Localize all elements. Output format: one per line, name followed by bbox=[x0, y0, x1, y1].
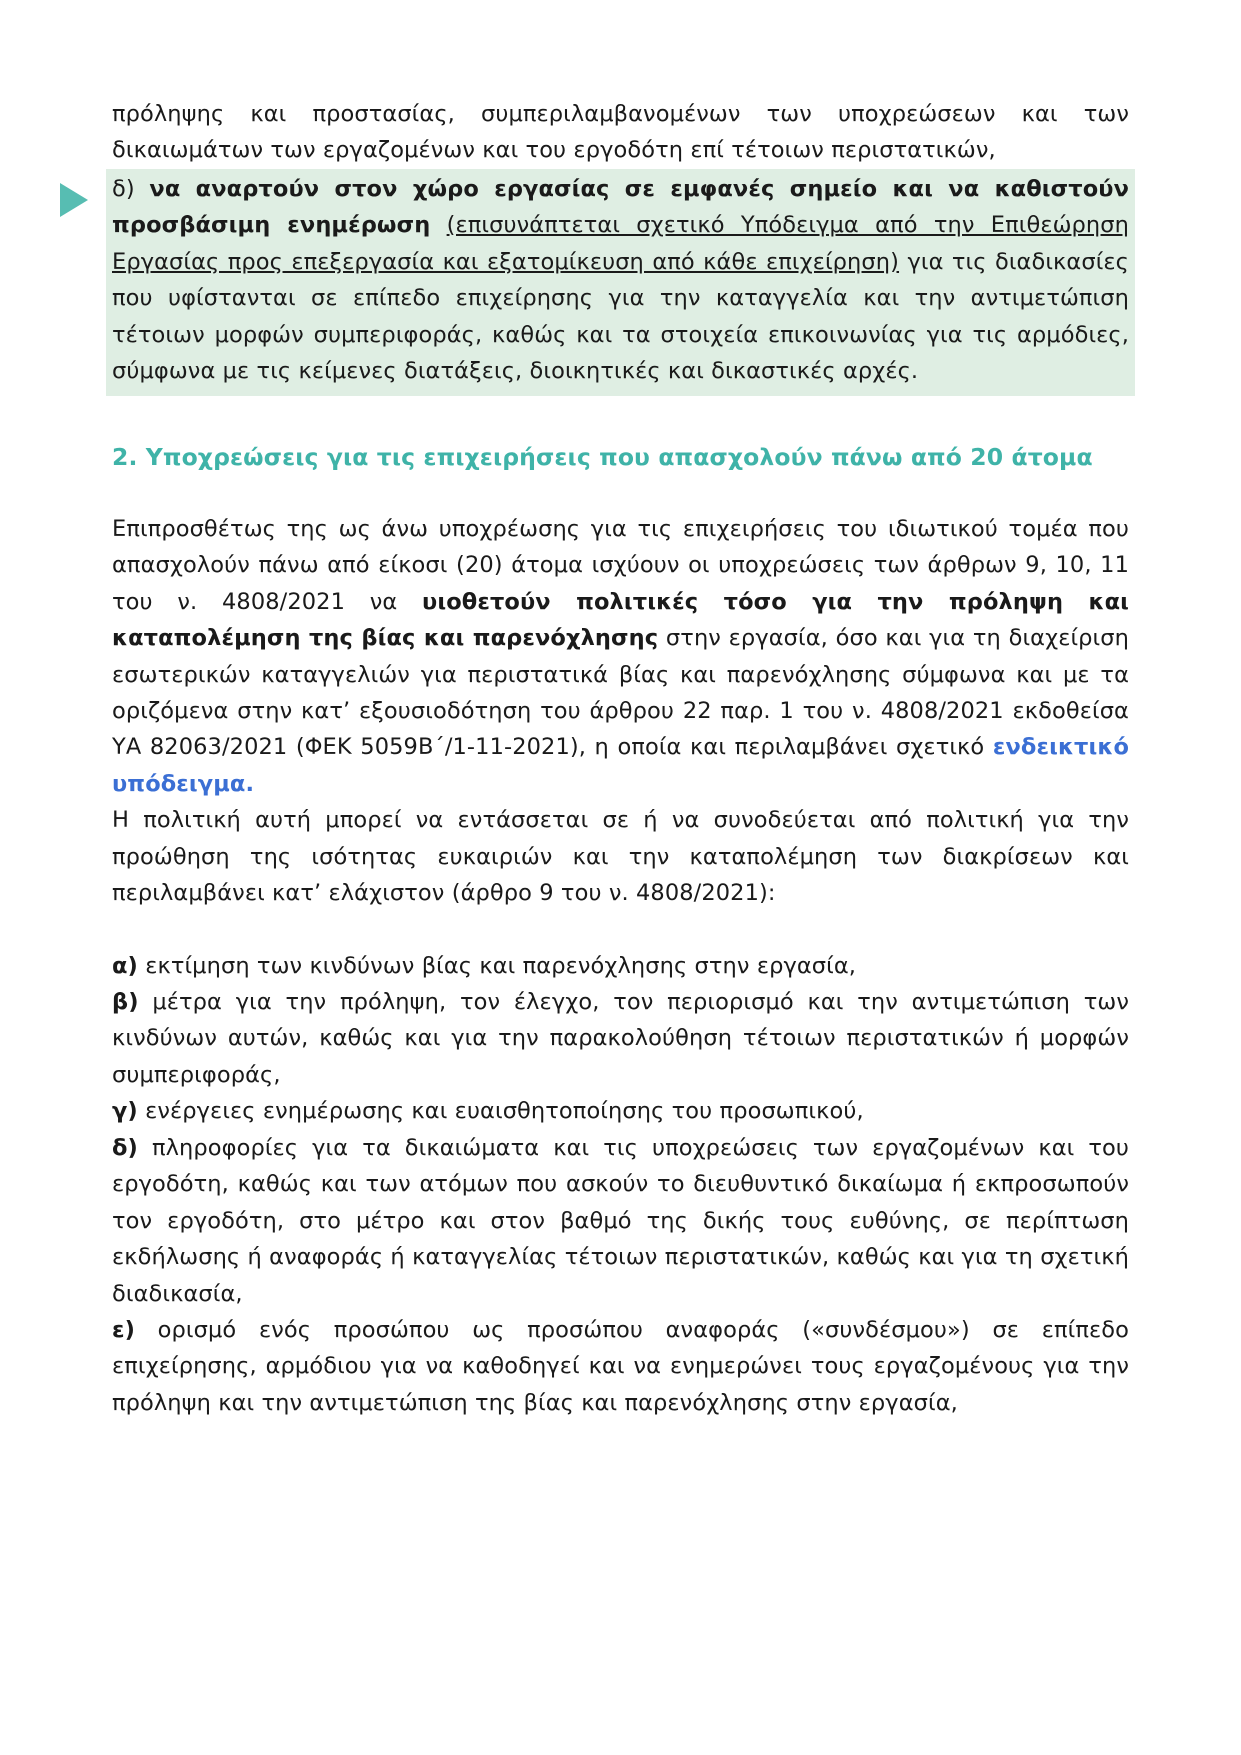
list-item-label: γ) bbox=[112, 1098, 138, 1125]
paragraph-part2: στην εργασία, όσο και για τη διαχείριση εσωτερικών καταγγελιών για περιστατικά βίας και παρενόχλησης σύμφωνα και με τα οριζόμενα στην κατ’ εξουσιοδότηση του άρθρου 22 παρ. 1 του ν. 4808/2021 εκδοθείσα ΥΑ 82063/2021 (ΦΕΚ 5059Β΄/1-11-2021), η οποία και περιλαμβάνει σχετικό bbox=[112, 625, 1129, 761]
list-item-text: ορισμό ενός προσώπου ως προσώπου αναφοράς («συνδέσμου») σε επίπεδο επιχείρησης, αρμόδιου για να καθοδηγεί και να ενημερώνει τους εργαζομένους για την πρόληψη και την αντιμετώπιση της βίας και παρενόχλησης στην εργασία, bbox=[112, 1316, 1129, 1416]
paragraph-bold-policies: υιοθετούν πολιτικές τόσο για την πρόληψη και καταπολέμηση της βίας και παρενόχλησης bbox=[112, 588, 1129, 652]
paragraph-policy-scope: Η πολιτική αυτή μπορεί να εντάσσεται σε ή να συνοδεύεται από πολιτική για την προώθηση της ισότητας ευκαιριών και την καταπολέμηση των διακρίσεων και περιλαμβάνει κατ’ ελάχιστον (άρθρο 9 του ν. 4808/2021): bbox=[112, 807, 1129, 907]
list-item bbox=[112, 1093, 1129, 1129]
triangle-marker-icon bbox=[60, 183, 88, 217]
indicative-template-link[interactable]: ενδεικτικό υπόδειγμα. bbox=[112, 734, 1129, 797]
clause-bold-lead: να αναρτούν στον χώρο εργασίας σε εμφανές σημείο και να καθιστούν προσβάσιμη ενημέρωση bbox=[112, 175, 1129, 239]
highlighted-clause-paragraph bbox=[112, 171, 1129, 390]
list-item-label: ε) bbox=[112, 1316, 136, 1343]
clause-underlined-note: (επισυνάπτεται σχετικό Υπόδειγμα από την Επιθεώρηση Εργασίας προς επεξεργασία και εξατομίκευση από κάθε επιχείρηση) bbox=[112, 212, 1129, 275]
section-title: 2. Υποχρεώσεις για τις επιχειρήσεις που απασχολούν πάνω από 20 άτομα bbox=[112, 442, 1093, 471]
list-item bbox=[112, 1130, 1129, 1312]
list-item bbox=[112, 984, 1129, 1093]
list-item-label: α) bbox=[112, 952, 138, 979]
highlighted-clause-block bbox=[106, 169, 1135, 396]
paragraph-part1: Επιπροσθέτως της ως άνω υποχρέωσης για τις επιχειρήσεις του ιδιωτικού τομέα που απασχολούν πάνω από είκοσι (20) άτομα ισχύουν οι υποχρεώσεις των άρθρων 9, 10, 11 του ν. 4808/2021 να bbox=[112, 515, 1129, 615]
paragraph-obligations bbox=[112, 511, 1129, 803]
clause-rest: για τις διαδικασίες που υφίστανται σε επίπεδο επιχείρησης για την καταγγελία και την αντιμετώπιση τέτοιων μορφών συμπεριφοράς, καθώς και τα στοιχεία επικοινωνίας για τις αρμόδιες, σύμφωνα με τις κείμενες διατάξεις, διοικητικές και δικαστικές αρχές. bbox=[112, 248, 1129, 385]
list-item-text: μέτρα για την πρόληψη, τον έλεγχο, τον περιορισμό και την αντιμετώπιση των κινδύνων αυτών, καθώς και για την παρακολούθηση τέτοιων περιστατικών ή μορφών συμπεριφοράς, bbox=[112, 989, 1129, 1088]
list-item-label: β) bbox=[112, 989, 139, 1015]
list-item-text: εκτίμηση των κινδύνων βίας και παρενόχλησης στην εργασία, bbox=[137, 952, 857, 979]
list-item-text: πληροφορίες για τα δικαιώματα και τις υποχρεώσεις των εργαζομένων και του εργοδότη, καθώς και των ατόμων που ασκούν το διευθυντικό δικαίωμα ή εκπροσωπούν τον εργοδότη, στο μέτρο και στον βαθμό της δικής τους ευθύνης, σε περίπτωση εκδήλωσης ή αναφοράς ή καταγγελίας τέτοιων περιστατικών, καθώς και για τη σχετική διαδικασία, bbox=[112, 1134, 1129, 1307]
list-item bbox=[112, 1312, 1129, 1421]
clause-label: δ) bbox=[112, 175, 135, 202]
top-paragraph: πρόληψης και προστασίας, συμπεριλαμβανομένων των υποχρεώσεων και των δικαιωμάτων των εργαζομένων και του εργοδότη επί τέτοιων περιστατικών, bbox=[112, 101, 1129, 164]
list-item bbox=[112, 948, 1129, 984]
list-item-text: ενέργειες ενημέρωσης και ευαισθητοποίησης του προσωπικού, bbox=[137, 1098, 864, 1125]
list-item-label: δ) bbox=[112, 1134, 138, 1161]
